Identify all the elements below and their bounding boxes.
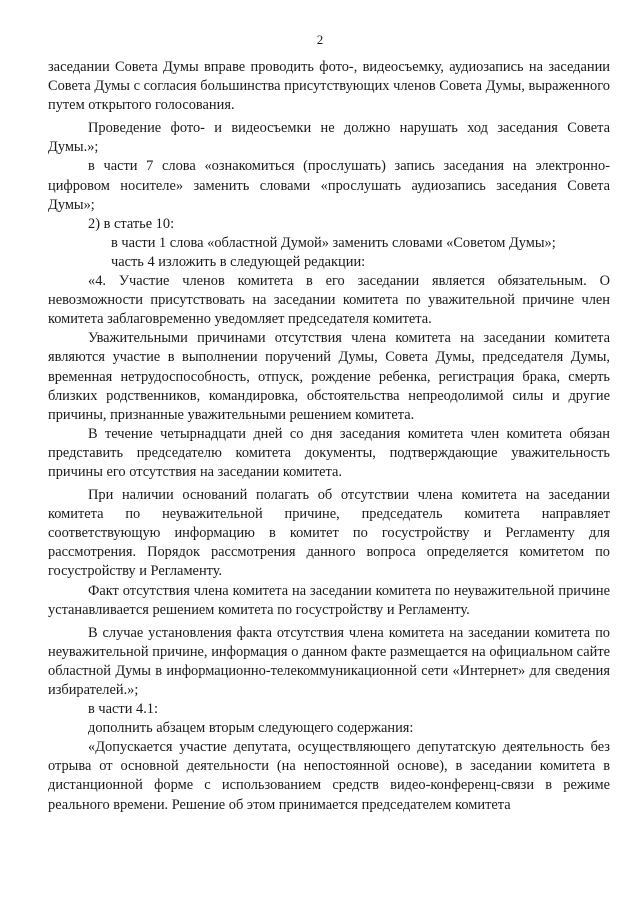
quoted-paragraph: «4. Участие членов комитета в его заседании является обязательным. О невозможности присутствовать на заседании комитета по уважительной причине член комитета заблаговременно уведомляет председателя комитета. [48,273,610,328]
paragraph: В течение четырнадцати дней со дня заседания комитета член комитета обязан представить председателю комитета документы, подтверждающие уважительность причины его отсутствия на заседании комитета. [48,425,610,480]
paragraph: в части 4.1: [88,701,158,718]
paragraph: в части 7 слова «ознакомиться (прослушать) запись заседания на электронно-цифровом носителе» заменить словами «прослушать аудиозапись заседания Совета Думы»; [48,158,610,213]
paragraph: заседании Совета Думы вправе проводить фото-, видеосъемку, аудиозапись на заседании Совета Думы с согласия большинства присутствующих членов Совета Думы, выраженного путем открытого голосования. [48,59,610,114]
paragraph: Проведение фото- и видеосъемки не должно нарушать ход заседания Совета Думы.»; [48,120,610,156]
paragraph: При наличии оснований полагать об отсутствии члена комитета на заседании комитета по неуважительной причине, председатель комитета направляет соответствующую информацию в комитет по госустройству и Регламенту для рассмотрения. Порядок рассмотрения данного вопроса определяется комитетом по госустройству и Регламенту. [48,487,610,580]
page-number: 2 [316,32,324,47]
paragraph: часть 4 изложить в следующей редакции: [111,253,366,270]
list-item: 2) в статье 10: [88,215,175,232]
paragraph: дополнить абзацем вторым следующего содержания: [88,720,414,737]
quoted-paragraph: «Допускается участие депутата, осуществляющего депутатскую деятельность без отрыва от основной деятельности (на непостоянной основе), в заседании комитета в дистанционной форме с использованием средств видео-конференц-связи в режиме реального времени. Решение об этом принимается председателем комитета [48,739,610,813]
paragraph: Уважительными причинами отсутствия члена комитета на заседании комитета являются участие в выполнении поручений Думы, Совета Думы, председателя Думы, временная нетрудоспособность, отпуск, рождение ребенка, регистрация брака, смерть близких родственников, командировка, обстоятельства непреодолимой силы и другие причины, признанные уважительными решением комитета. [48,330,610,423]
paragraph: в части 1 слова «областной Думой» заменить словами «Советом Думы»; [111,234,556,251]
document-body [48,58,610,815]
paragraph: Факт отсутствия члена комитета на заседании комитета по неуважительной причине устанавливается решением комитета по госустройству и Регламенту. [48,582,610,618]
paragraph: В случае установления факта отсутствия члена комитета на заседании комитета по неуважительной причине, информация о данном факте размещается на официальном сайте областной Думы в информационно-телекоммуникационной сети «Интернет» для сведения избирателей.»; [48,624,610,698]
